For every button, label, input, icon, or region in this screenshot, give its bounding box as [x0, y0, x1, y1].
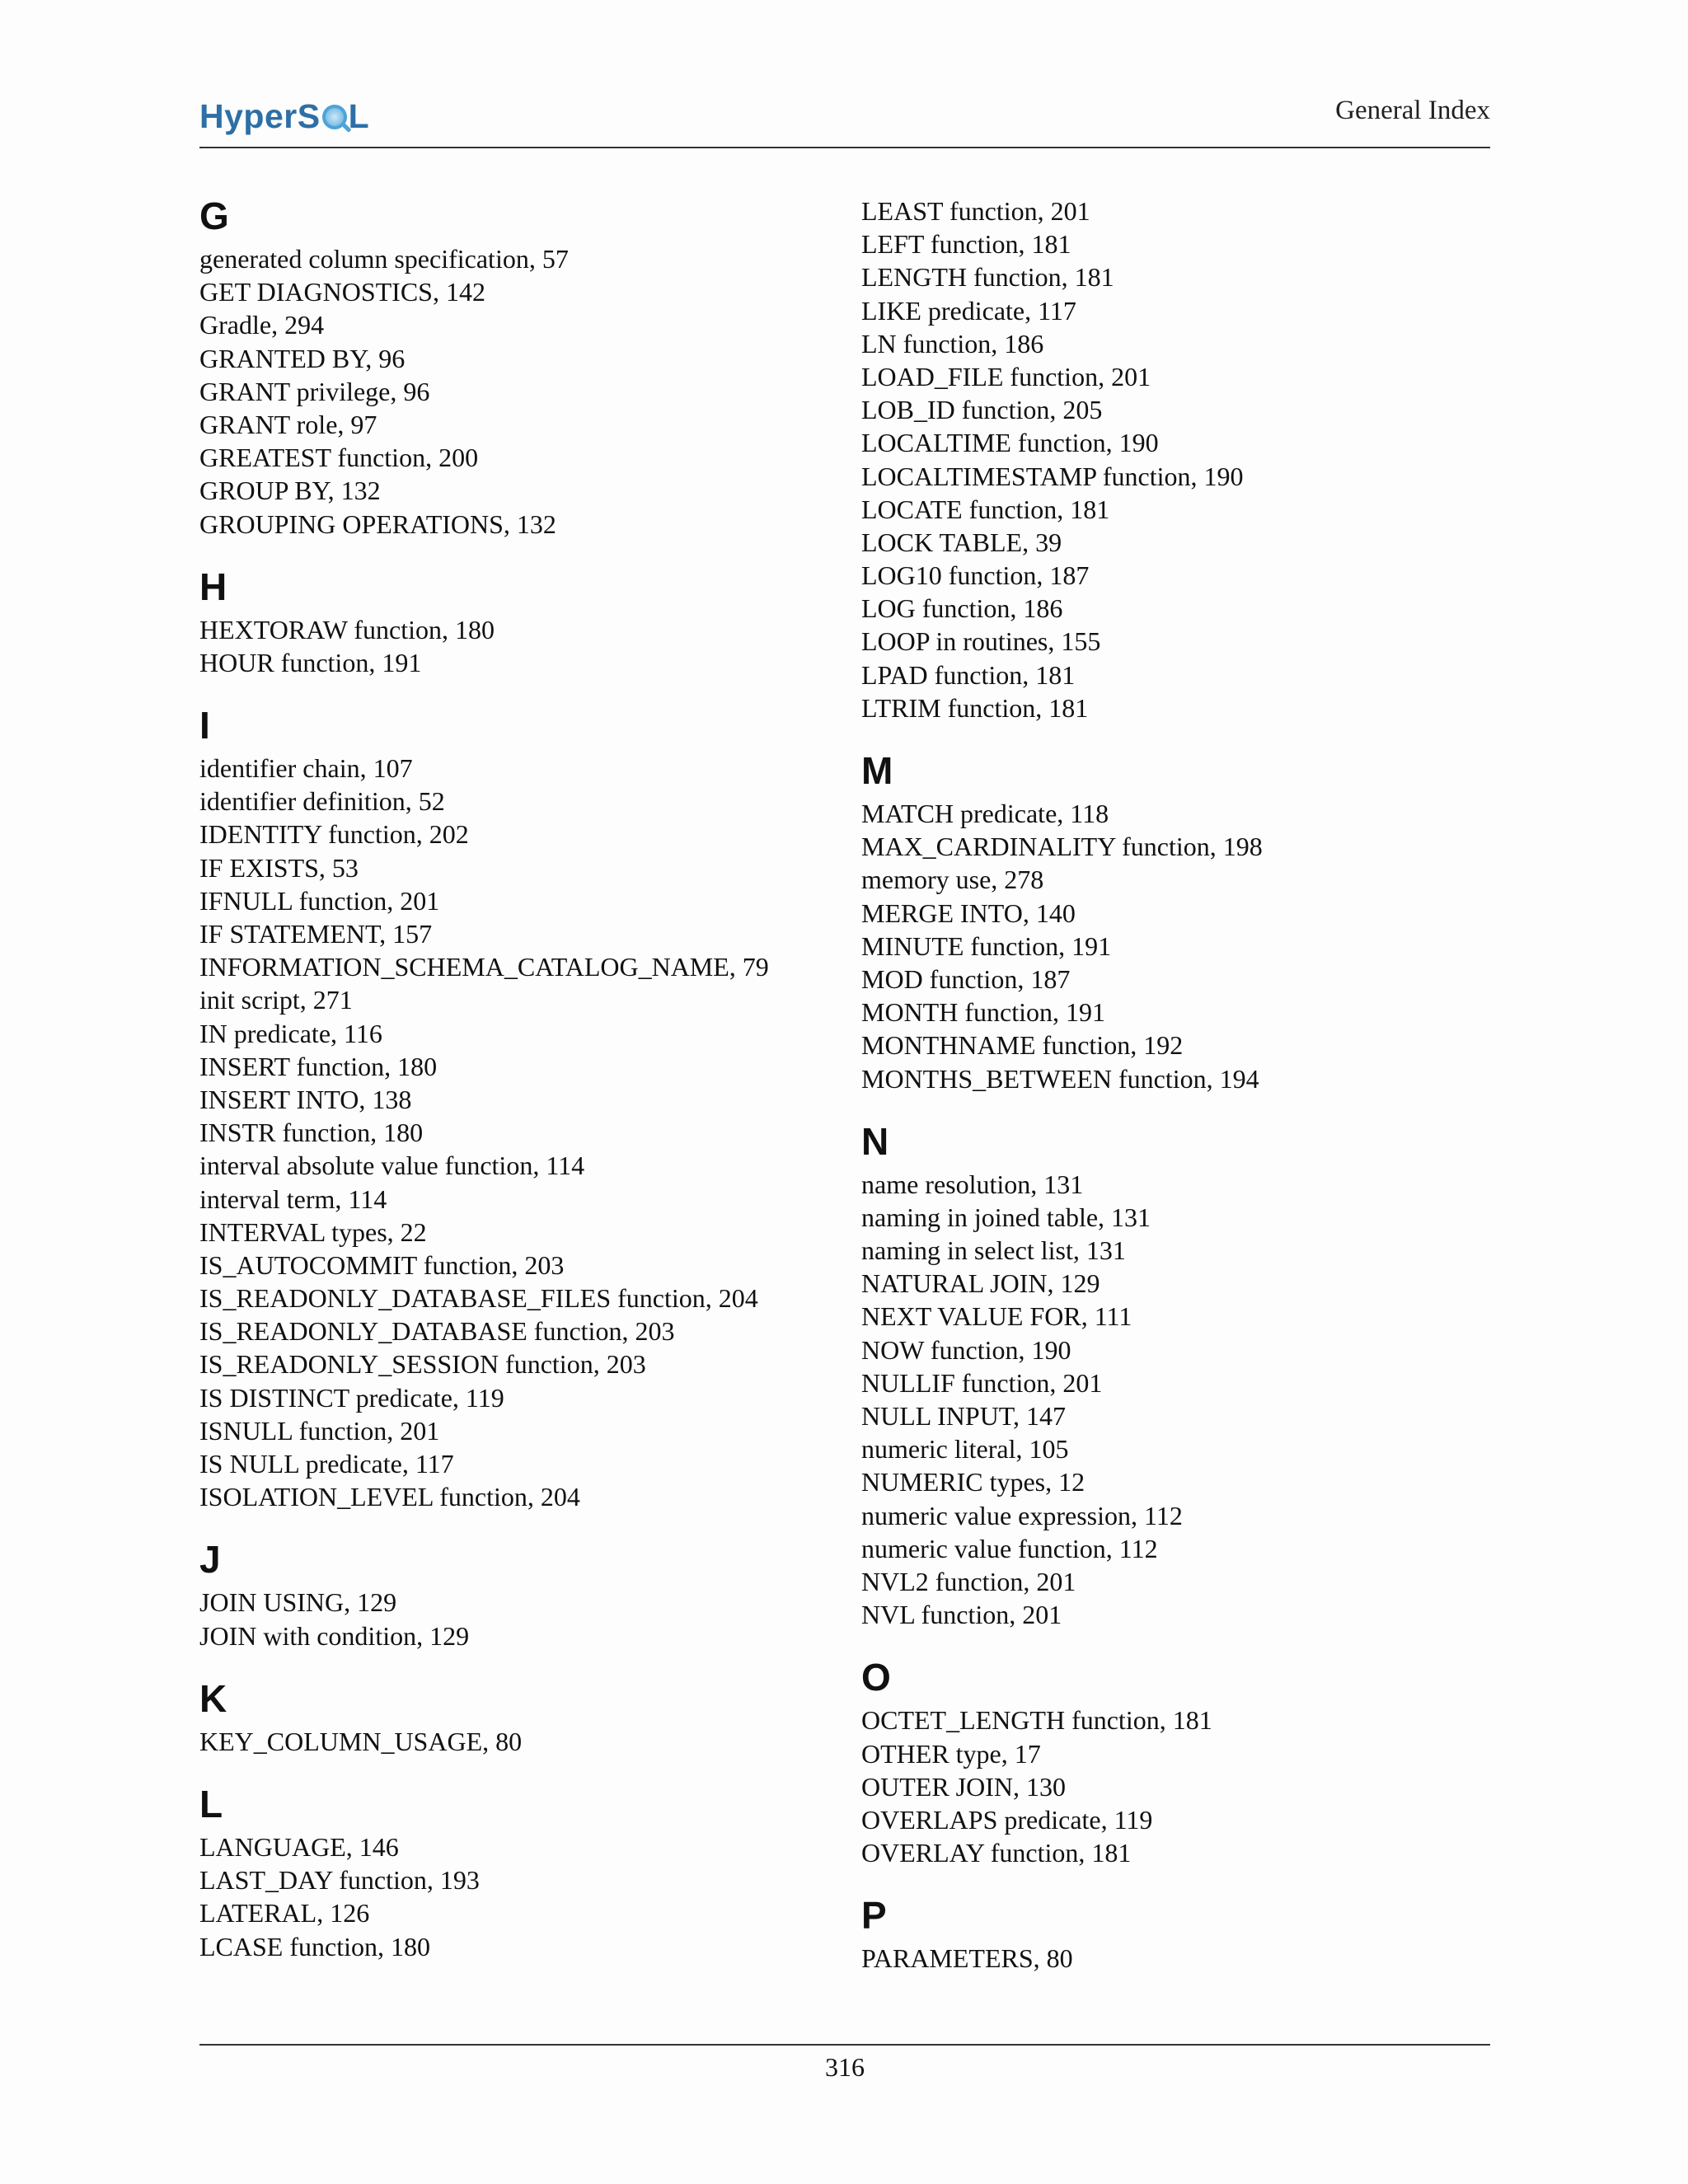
index-entry[interactable]: NEXT VALUE FOR, 111: [861, 1301, 1132, 1332]
index-entry[interactable]: LOCATE function, 181: [861, 494, 1110, 524]
index-section: [861, 1118, 1512, 1632]
index-entry[interactable]: ISNULL function, 201: [199, 1415, 440, 1446]
index-entry[interactable]: OVERLAY function, 181: [861, 1838, 1132, 1868]
index-entry[interactable]: JOIN USING, 129: [199, 1587, 397, 1618]
index-entry[interactable]: KEY_COLUMN_USAGE, 80: [199, 1726, 523, 1756]
index-entry[interactable]: LPAD function, 181: [861, 659, 1076, 690]
index-entry[interactable]: INSERT function, 180: [199, 1051, 438, 1081]
index-entries: [861, 1704, 1512, 1869]
page-number: 316: [825, 2052, 865, 2082]
index-entry[interactable]: HEXTORAW function, 180: [199, 614, 495, 644]
index-entry[interactable]: GET DIAGNOSTICS, 142: [199, 277, 485, 307]
index-entry[interactable]: numeric value function, 112: [861, 1533, 1158, 1563]
index-entry[interactable]: INFORMATION_SCHEMA_CATALOG_NAME, 79: [199, 952, 769, 982]
section-letter: L: [199, 1782, 223, 1825]
index-entry[interactable]: LIKE predicate, 117: [861, 295, 1076, 326]
section-letter: N: [861, 1119, 889, 1163]
index-entries: [199, 752, 851, 1513]
index-entry[interactable]: numeric value expression, 112: [861, 1500, 1183, 1530]
index-entries: [199, 1830, 851, 1963]
index-section: [199, 193, 851, 541]
index-entries: [861, 797, 1512, 1095]
index-section: [199, 702, 851, 1513]
index-entry[interactable]: interval term, 114: [199, 1183, 387, 1214]
index-entry[interactable]: NULL INPUT, 147: [861, 1401, 1066, 1431]
index-entry[interactable]: HOUR function, 191: [199, 647, 422, 677]
index-section: [199, 1675, 851, 1758]
index-entry[interactable]: memory use, 278: [861, 865, 1044, 895]
index-entry[interactable]: LCASE function, 180: [199, 1931, 430, 1961]
index-entry[interactable]: identifier chain, 107: [199, 753, 413, 784]
index-entry[interactable]: MAX_CARDINALITY function, 198: [861, 832, 1263, 862]
index-entry[interactable]: LOAD_FILE function, 201: [861, 361, 1151, 391]
index-entry[interactable]: INSERT INTO, 138: [199, 1084, 412, 1114]
index-entry[interactable]: init script, 271: [199, 985, 353, 1015]
magnifier-icon: [322, 105, 347, 129]
index-entry[interactable]: OUTER JOIN, 130: [861, 1771, 1066, 1802]
logo-text-start: HyperS: [199, 97, 321, 135]
index-entry[interactable]: LOG function, 186: [861, 593, 1063, 624]
index-section: [199, 1781, 851, 1963]
index-entry[interactable]: MINUTE function, 191: [861, 930, 1112, 961]
index-entry[interactable]: GROUP BY, 132: [199, 476, 381, 506]
index-entry[interactable]: MERGE INTO, 140: [861, 898, 1076, 928]
index-entry[interactable]: numeric literal, 105: [861, 1434, 1069, 1465]
index-entry[interactable]: JOIN with condition, 129: [199, 1620, 470, 1651]
index-entry[interactable]: OTHER type, 17: [861, 1738, 1041, 1769]
index-entry[interactable]: LATERAL, 126: [199, 1898, 370, 1929]
index-entry[interactable]: NATURAL JOIN, 129: [861, 1268, 1100, 1299]
section-letter: O: [861, 1656, 891, 1699]
index-entry[interactable]: LOB_ID function, 205: [861, 395, 1103, 425]
index-entry[interactable]: LOCK TABLE, 39: [861, 527, 1062, 557]
section-letter: G: [199, 194, 229, 237]
index-entries: [199, 1586, 851, 1652]
index-entry[interactable]: IS DISTINCT predicate, 119: [199, 1382, 504, 1413]
index-entry[interactable]: GRANT role, 97: [199, 409, 377, 439]
index-entry[interactable]: LN function, 186: [861, 328, 1044, 359]
hypersql-logo: [199, 97, 369, 136]
index-entry[interactable]: LENGTH function, 181: [861, 262, 1114, 293]
index-section: [861, 1892, 1512, 1975]
index-entry[interactable]: OVERLAPS predicate, 119: [861, 1804, 1153, 1835]
index-entry[interactable]: PARAMETERS, 80: [861, 1943, 1073, 1974]
index-entry[interactable]: MONTHS_BETWEEN function, 194: [861, 1063, 1259, 1094]
index-entry[interactable]: NVL2 function, 201: [861, 1566, 1076, 1596]
index-entry[interactable]: LOCALTIMESTAMP function, 190: [861, 461, 1244, 491]
index-entry[interactable]: LTRIM function, 181: [861, 692, 1089, 723]
index-entries: [199, 1725, 851, 1758]
index-entry[interactable]: LOG10 function, 187: [861, 560, 1090, 591]
index-entry[interactable]: NULLIF function, 201: [861, 1367, 1103, 1398]
index-entries: [861, 1168, 1512, 1632]
index-entry[interactable]: NVL function, 201: [861, 1600, 1062, 1630]
section-letter: H: [199, 565, 227, 608]
index-entry[interactable]: name resolution, 131: [861, 1169, 1084, 1199]
index-entry[interactable]: Gradle, 294: [199, 310, 325, 340]
index-entry[interactable]: IF STATEMENT, 157: [199, 919, 433, 949]
index-section: [199, 1536, 851, 1652]
index-entry[interactable]: IS NULL predicate, 117: [199, 1449, 454, 1479]
index-entry[interactable]: IN predicate, 116: [199, 1018, 382, 1048]
index-entry[interactable]: LANGUAGE, 146: [199, 1831, 399, 1862]
index-entry[interactable]: MOD function, 187: [861, 963, 1071, 994]
index-column-right: [861, 188, 1512, 1975]
index-entry[interactable]: NUMERIC types, 12: [861, 1467, 1085, 1497]
index-entry[interactable]: ISOLATION_LEVEL function, 204: [199, 1482, 580, 1512]
index-column-left: [199, 188, 851, 1963]
index-entry[interactable]: GREATEST function, 200: [199, 443, 479, 473]
index-entry[interactable]: LOOP in routines, 155: [861, 626, 1101, 657]
index-entry[interactable]: INSTR function, 180: [199, 1118, 424, 1148]
header-title: General Index: [1335, 96, 1490, 125]
index-entries: [861, 194, 1512, 724]
index-entries: [861, 1942, 1512, 1975]
index-section: [199, 564, 851, 679]
index-entry[interactable]: IS_READONLY_SESSION function, 203: [199, 1349, 646, 1380]
section-letter: K: [199, 1676, 227, 1720]
index-entry[interactable]: LAST_DAY function, 193: [199, 1865, 480, 1896]
index-entry[interactable]: identifier definition, 52: [199, 786, 445, 817]
index-entry[interactable]: LOCALTIME function, 190: [861, 428, 1159, 458]
index-entry[interactable]: GRANTED BY, 96: [199, 343, 406, 373]
page-footer: [199, 2044, 1490, 2083]
index-entries: [199, 613, 851, 679]
index-entry[interactable]: naming in select list, 131: [861, 1235, 1126, 1266]
index-entry[interactable]: IS_READONLY_DATABASE_FILES function, 204: [199, 1283, 758, 1314]
index-entry[interactable]: INTERVAL types, 22: [199, 1216, 427, 1247]
index-entry[interactable]: MONTHNAME function, 192: [861, 1030, 1184, 1061]
index-section: [861, 748, 1512, 1095]
index-entry[interactable]: MATCH predicate, 118: [861, 799, 1109, 828]
index-entry[interactable]: GRANT privilege, 96: [199, 376, 430, 406]
index-entry[interactable]: IS_READONLY_DATABASE function, 203: [199, 1316, 675, 1347]
section-letter: P: [861, 1894, 887, 1938]
index-entry[interactable]: NOW function, 190: [861, 1334, 1071, 1365]
index-entry[interactable]: LEFT function, 181: [861, 229, 1071, 260]
index-entry[interactable]: IS_AUTOCOMMIT function, 203: [199, 1249, 565, 1280]
section-letter: I: [199, 704, 210, 748]
index-entry[interactable]: LEAST function, 201: [861, 196, 1090, 226]
index-entry[interactable]: IF EXISTS, 53: [199, 852, 359, 883]
index-entry[interactable]: generated column specification, 57: [199, 244, 569, 274]
index-section: [861, 194, 1512, 724]
index-entry[interactable]: MONTH function, 191: [861, 997, 1105, 1028]
logo-text-end: L: [348, 97, 370, 135]
index-entry[interactable]: naming in joined table, 131: [861, 1202, 1151, 1232]
index-entry[interactable]: GROUPING OPERATIONS, 132: [199, 509, 556, 539]
index-entry[interactable]: IFNULL function, 201: [199, 885, 440, 916]
index-entry[interactable]: interval absolute value function, 114: [199, 1151, 585, 1181]
index-entry[interactable]: OCTET_LENGTH function, 181: [861, 1705, 1212, 1736]
section-letter: M: [861, 749, 893, 792]
page-header: [199, 91, 1490, 148]
index-entry[interactable]: IDENTITY function, 202: [199, 819, 469, 850]
section-letter: J: [199, 1538, 221, 1582]
index-entries: [199, 242, 851, 541]
index-section: [861, 1654, 1512, 1869]
